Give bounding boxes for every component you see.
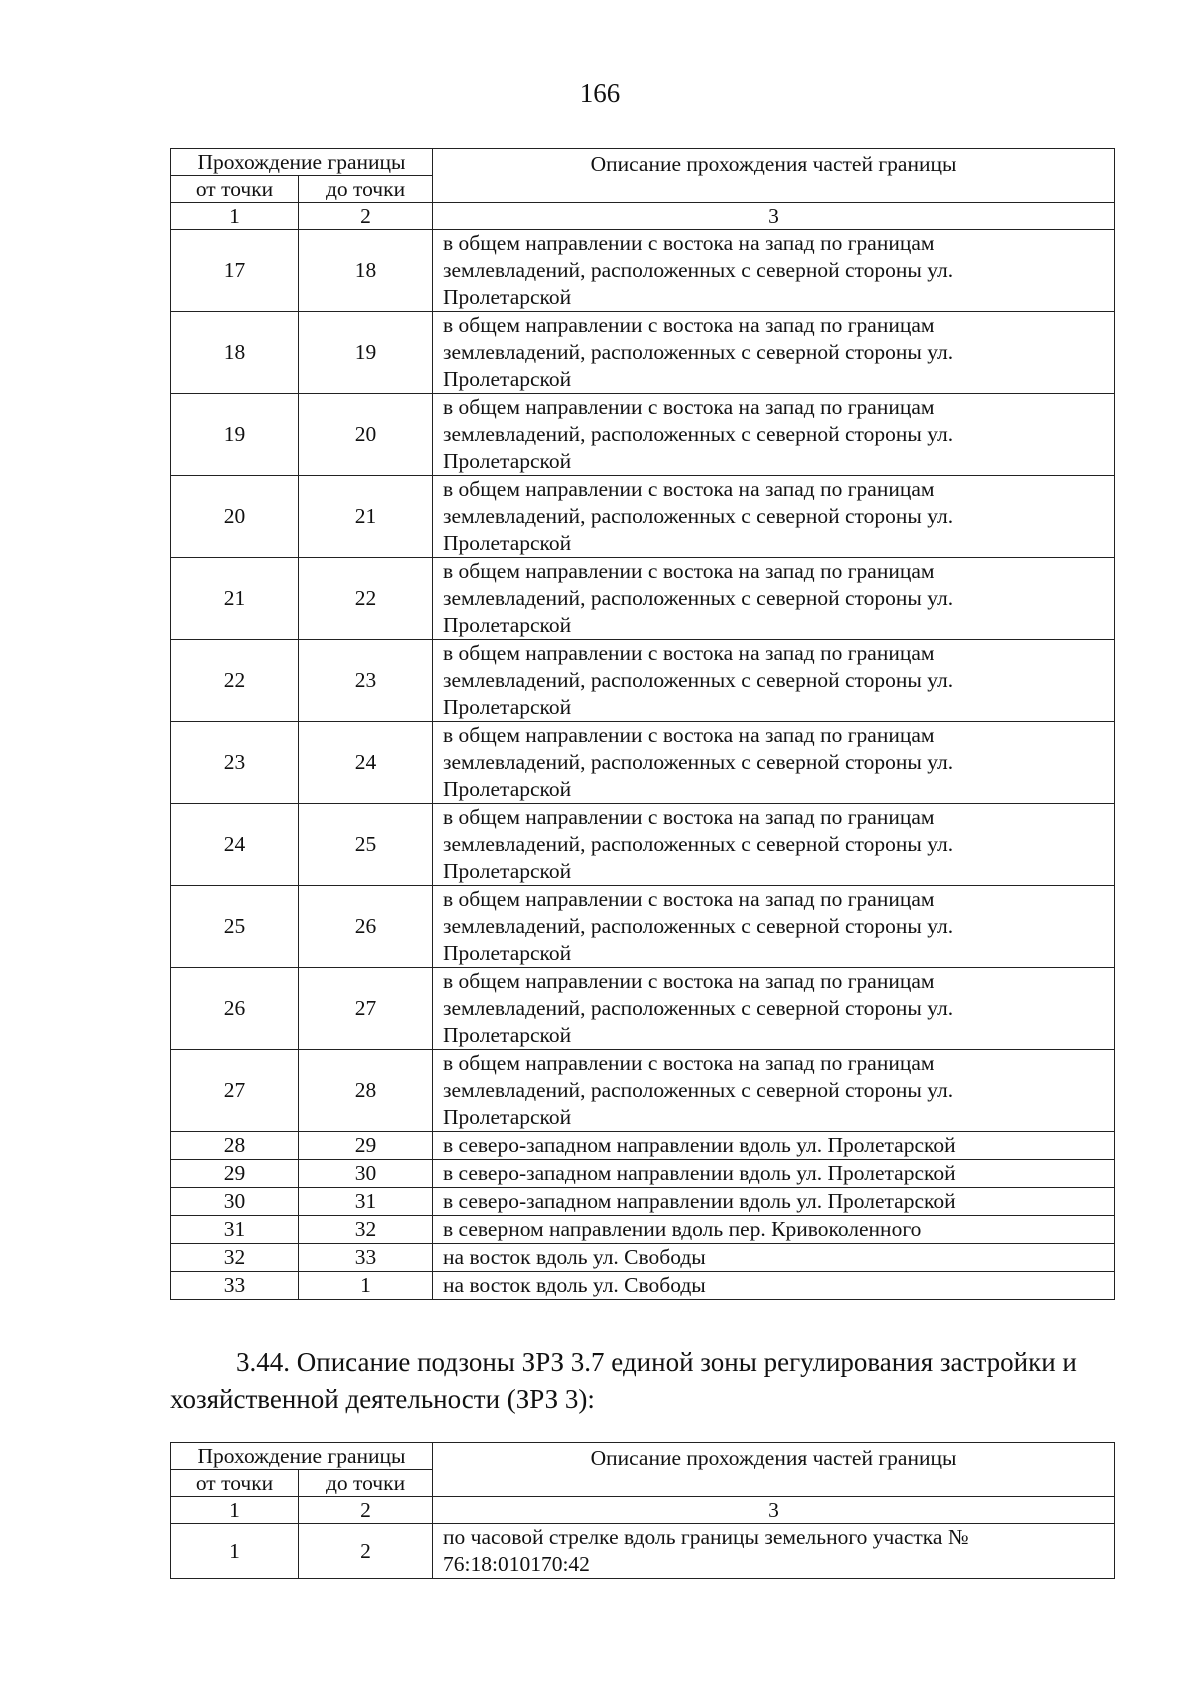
to-point-cell: 18	[299, 230, 433, 312]
from-point-cell: 29	[171, 1160, 299, 1188]
from-point-cell: 31	[171, 1216, 299, 1244]
description-line: в общем направлении с востока на запад по границам	[443, 723, 935, 747]
description-line: в общем направлении с востока на запад по границам	[443, 1051, 935, 1075]
description-cell	[433, 1132, 1115, 1160]
from-point-cell: 21	[171, 558, 299, 640]
description-line: в общем направлении с востока на запад по границам	[443, 805, 935, 829]
from-point-cell: 17	[171, 230, 299, 312]
column-number-3: 3	[433, 203, 1115, 230]
description-line: в общем направлении с востока на запад по границам	[443, 313, 935, 337]
column-number-1: 1	[171, 1497, 299, 1524]
description-line: в северо-западном направлении вдоль ул. Пролетарской	[443, 1189, 956, 1213]
column-number-2: 2	[299, 203, 433, 230]
description-line: на восток вдоль ул. Свободы	[443, 1273, 706, 1297]
description-line: в общем направлении с востока на запад по границам	[443, 231, 935, 255]
from-point-cell: 19	[171, 394, 299, 476]
header-from-point: от точки	[171, 176, 299, 203]
from-point-cell: 1	[171, 1524, 299, 1579]
table-row	[171, 804, 1115, 886]
column-number-2: 2	[299, 1497, 433, 1524]
description-line: землевладений, расположенных с северной стороны ул.	[443, 586, 954, 610]
from-point-cell: 25	[171, 886, 299, 968]
description-line: землевладений, расположенных с северной стороны ул.	[443, 1078, 954, 1102]
description-line: Пролетарской	[443, 1023, 572, 1047]
from-point-cell: 18	[171, 312, 299, 394]
description-line: землевладений, расположенных с северной стороны ул.	[443, 668, 954, 692]
table-2-body	[171, 1524, 1115, 1579]
description-line: в северо-западном направлении вдоль ул. Пролетарской	[443, 1161, 956, 1185]
to-point-cell: 30	[299, 1160, 433, 1188]
description-line: землевладений, расположенных с северной стороны ул.	[443, 750, 954, 774]
to-point-cell: 19	[299, 312, 433, 394]
table-row	[171, 1244, 1115, 1272]
header-passage: Прохождение границы	[171, 1443, 433, 1470]
description-cell	[433, 230, 1115, 312]
to-point-cell: 29	[299, 1132, 433, 1160]
description-cell	[433, 1216, 1115, 1244]
description-line: в общем направлении с востока на запад по границам	[443, 477, 935, 501]
section-heading: 3.44. Описание подзоны ЗРЗ 3.7 единой зоны регулирования застройки и хозяйственной деятельности (ЗРЗ 3):	[170, 1347, 1077, 1414]
description-cell	[433, 722, 1115, 804]
description-line: Пролетарской	[443, 695, 572, 719]
to-point-cell: 2	[299, 1524, 433, 1579]
description-line: Пролетарской	[443, 367, 572, 391]
table-1-body	[171, 230, 1115, 1300]
description-cell	[433, 886, 1115, 968]
to-point-cell: 33	[299, 1244, 433, 1272]
from-point-cell: 33	[171, 1272, 299, 1300]
description-line: в общем направлении с востока на запад по границам	[443, 969, 935, 993]
description-cell	[433, 1244, 1115, 1272]
description-cell	[433, 558, 1115, 640]
table-row	[171, 1272, 1115, 1300]
table-row	[171, 1050, 1115, 1132]
description-cell	[433, 1188, 1115, 1216]
description-line: землевладений, расположенных с северной стороны ул.	[443, 504, 954, 528]
header-to-point: до точки	[299, 176, 433, 203]
to-point-cell: 26	[299, 886, 433, 968]
description-line: Пролетарской	[443, 285, 572, 309]
to-point-cell: 1	[299, 1272, 433, 1300]
from-point-cell: 23	[171, 722, 299, 804]
from-point-cell: 22	[171, 640, 299, 722]
header-description: Описание прохождения частей границы	[433, 149, 1115, 203]
description-line: землевладений, расположенных с северной стороны ул.	[443, 832, 954, 856]
from-point-cell: 32	[171, 1244, 299, 1272]
header-from-point: от точки	[171, 1470, 299, 1497]
description-line: в северном направлении вдоль пер. Кривоколенного	[443, 1217, 922, 1241]
description-line: Пролетарской	[443, 941, 572, 965]
description-cell	[433, 968, 1115, 1050]
description-line: Пролетарской	[443, 613, 572, 637]
column-number-1: 1	[171, 203, 299, 230]
table-row	[171, 722, 1115, 804]
table-row	[171, 394, 1115, 476]
header-passage: Прохождение границы	[171, 149, 433, 176]
description-line: в общем направлении с востока на запад по границам	[443, 887, 935, 911]
boundary-table-2	[170, 1442, 1115, 1579]
from-point-cell: 26	[171, 968, 299, 1050]
table-row	[171, 1188, 1115, 1216]
description-line: землевладений, расположенных с северной стороны ул.	[443, 340, 954, 364]
description-line: Пролетарской	[443, 777, 572, 801]
description-cell	[433, 1524, 1115, 1579]
table-row	[171, 1524, 1115, 1579]
header-to-point: до точки	[299, 1470, 433, 1497]
to-point-cell: 20	[299, 394, 433, 476]
table-row	[171, 1216, 1115, 1244]
header-description: Описание прохождения частей границы	[433, 1443, 1115, 1497]
description-line: в общем направлении с востока на запад по границам	[443, 395, 935, 419]
description-line: землевладений, расположенных с северной стороны ул.	[443, 996, 954, 1020]
to-point-cell: 31	[299, 1188, 433, 1216]
page-number: 166	[579, 78, 621, 108]
description-cell	[433, 1050, 1115, 1132]
from-point-cell: 30	[171, 1188, 299, 1216]
description-line: Пролетарской	[443, 449, 572, 473]
boundary-table-1	[170, 148, 1115, 1300]
description-line: на восток вдоль ул. Свободы	[443, 1245, 706, 1269]
table-row	[171, 230, 1115, 312]
description-line: в общем направлении с востока на запад по границам	[443, 559, 935, 583]
description-line: землевладений, расположенных с северной стороны ул.	[443, 914, 954, 938]
column-number-3: 3	[433, 1497, 1115, 1524]
description-cell	[433, 476, 1115, 558]
description-line: в общем направлении с востока на запад по границам	[443, 641, 935, 665]
to-point-cell: 25	[299, 804, 433, 886]
table-row	[171, 312, 1115, 394]
description-cell	[433, 640, 1115, 722]
table-row	[171, 558, 1115, 640]
table-row	[171, 1132, 1115, 1160]
table-row	[171, 886, 1115, 968]
description-line: землевладений, расположенных с северной стороны ул.	[443, 422, 954, 446]
table-row	[171, 476, 1115, 558]
from-point-cell: 28	[171, 1132, 299, 1160]
description-line: по часовой стрелке вдоль границы земельного участка №	[443, 1525, 969, 1549]
description-line: Пролетарской	[443, 531, 572, 555]
to-point-cell: 21	[299, 476, 433, 558]
table-row	[171, 640, 1115, 722]
description-cell	[433, 1272, 1115, 1300]
to-point-cell: 24	[299, 722, 433, 804]
to-point-cell: 27	[299, 968, 433, 1050]
from-point-cell: 27	[171, 1050, 299, 1132]
description-line: 76:18:010170:42	[443, 1552, 590, 1576]
description-line: землевладений, расположенных с северной стороны ул.	[443, 258, 954, 282]
table-row	[171, 968, 1115, 1050]
description-cell	[433, 394, 1115, 476]
description-line: Пролетарской	[443, 859, 572, 883]
from-point-cell: 20	[171, 476, 299, 558]
to-point-cell: 28	[299, 1050, 433, 1132]
table-row	[171, 1160, 1115, 1188]
description-cell	[433, 1160, 1115, 1188]
description-cell	[433, 312, 1115, 394]
from-point-cell: 24	[171, 804, 299, 886]
to-point-cell: 32	[299, 1216, 433, 1244]
description-cell	[433, 804, 1115, 886]
to-point-cell: 22	[299, 558, 433, 640]
description-line: Пролетарской	[443, 1105, 572, 1129]
description-line: в северо-западном направлении вдоль ул. Пролетарской	[443, 1133, 956, 1157]
to-point-cell: 23	[299, 640, 433, 722]
